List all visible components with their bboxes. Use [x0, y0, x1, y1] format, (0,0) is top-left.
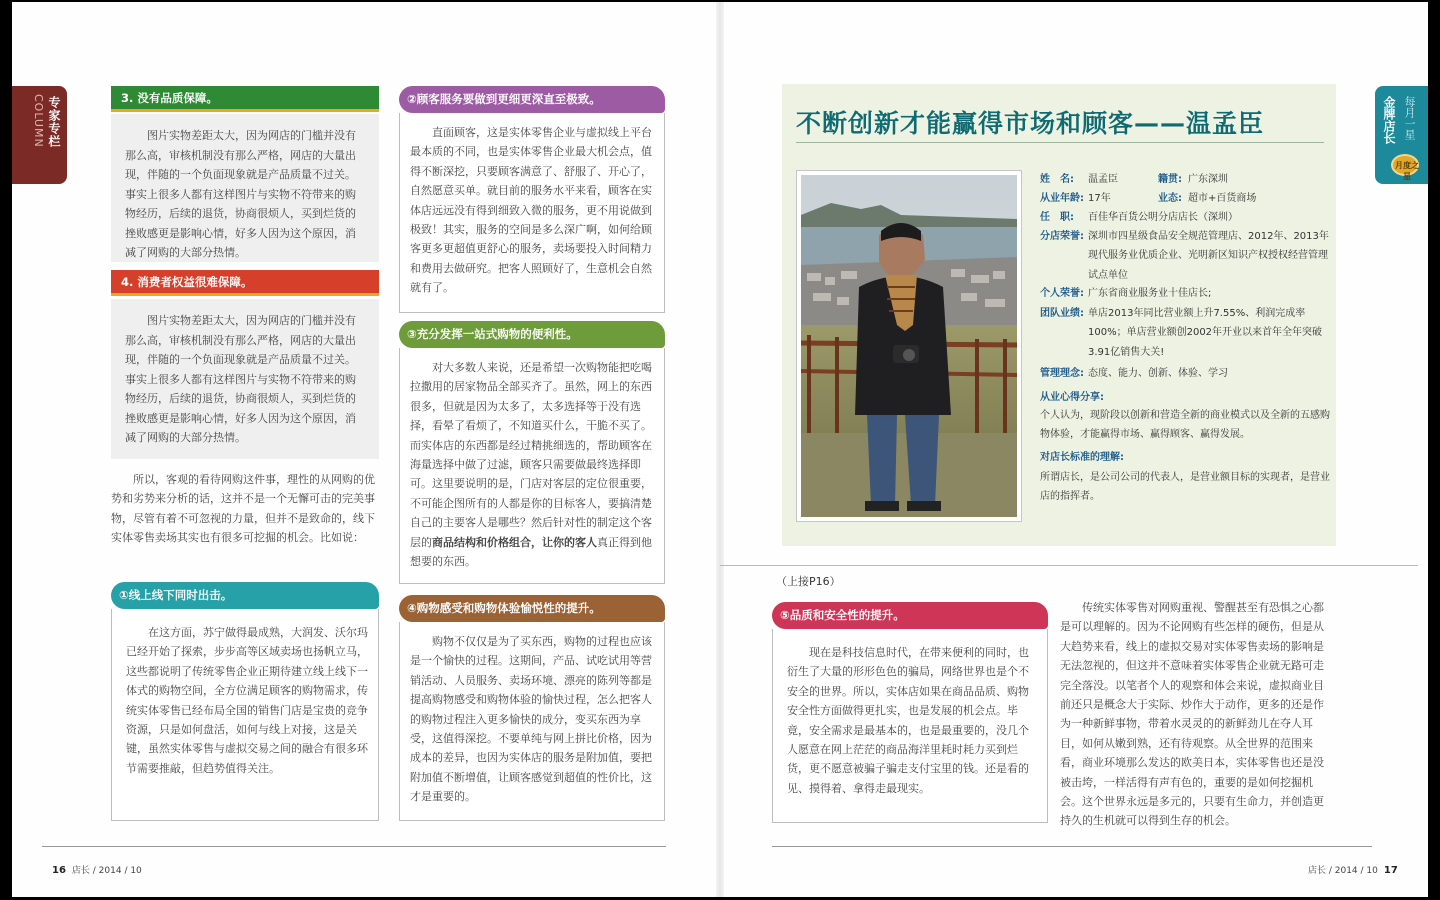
concept-label: 管理理念: — [1040, 368, 1084, 379]
profile-title: 不断创新才能赢得市场和顾客——温孟臣 — [796, 109, 1265, 138]
profile-panel — [782, 84, 1336, 546]
info-store-honors — [1040, 227, 1332, 287]
page-folio-16 — [52, 863, 142, 876]
point-5-heading: ⑤品质和安全性的提升。 — [772, 602, 1048, 629]
section-4-body: 图片实物差距太大，因为网店的门槛并没有那么高，审核机制没有那么严格，网店的大量出现，伴随的一个负面现象就是产品质量不过关。事实上很多人都有这样图片与实物不符带来的购物经历，后续的退货，协商很烦人，买到烂货的挫败感更是影响心情，好多人因为这个原因，消减了网购的大部分热情。 — [111, 299, 379, 459]
right-page — [720, 2, 1428, 897]
personal-honors-label: 个人荣誉: — [1040, 288, 1084, 299]
continued-note: （上接P16） — [776, 575, 841, 588]
info-share — [1040, 406, 1332, 446]
point-5-body: 现在是科技信息时代，在带来便利的同时，也衍生了大量的形形色色的骗局，网络世界也是个不安全的世界。所以，实体店如果在商品品质、购物安全性方面做得更扎实，也是发展的机会点。毕竟，安全需求是最基本的，也是最重要的，没几个人愿意在网上茫茫的商品海洋里耗时耗力买到烂货，更不愿意被骗子骗走支付宝里的钱。还是看的见、摸得着、拿得走最现实。 — [772, 629, 1048, 823]
page-number-right: 17 — [1383, 865, 1398, 876]
point-3-body-a: 对大多数人来说，还是希望一次购物能把吃喝拉撒用的居家物品全部买齐了。虽然，网上的东西很多，但就是因为太多了，太多选择等于没有选择，看晕了看烦了，不知道买什么，干脆不买了。而实体店的东西都是经过精挑细选的，帮助顾客在海量选择中做了过滤，顾客只需要做最终选择即可。这里要说明的是，门店对客层的定位很重要，不可能企图所有的人都是你的目标客人，要搞清楚自己的主要客人是哪些？然后针对性的制定这个客层的 — [410, 361, 652, 549]
section-3-heading: 3. 没有品质保障。 — [111, 86, 379, 112]
title-rule — [796, 142, 1324, 143]
mid-rule — [720, 565, 1418, 566]
profile-photo — [796, 170, 1022, 522]
folio-text: 店长 / 2014 / 10 — [71, 866, 142, 876]
point-1-body: 在这方面，苏宁做得最成熟，大润发、沃尔玛已经开始了探索，步步高等区域卖场也扬帆立马，这些都说明了传统零售企业正期待建立线上线下一体式的购物空间，全方位满足顾客的购物需求，传统实体零售已经布局全国的销售门店是宝贵的竞争资源，只是如何盘活，如何与线上对接，这是关键，虽然实体零售与虚拟交易之间的融合有很多环节需要推敲，但趋势值得关注。 — [111, 609, 379, 821]
point-4-heading: ④购物感受和购物体验愉悦性的提升。 — [399, 595, 665, 622]
name-value: 温孟臣 — [1088, 174, 1118, 185]
section-3-body: 图片实物差距太大，因为网店的门槛并没有那么高，审核机制没有那么严格，网店的大量出现，伴随的一个负面现象就是产品质量不过关。事实上很多人都有这样图片与实物不符带来的购物经历，后续的退货，协商很烦人，买到烂货的挫败感更是影响心情，好多人因为这个原因，消减了网购的大部分热情。 — [111, 114, 379, 262]
post-label: 任 职: — [1040, 212, 1074, 223]
closing-paragraph: 传统实体零售对网购重视、警醒甚至有恐惧之心都是可以理解的。因为不论网购有些怎样的硬伤，但是从大趋势来看，线上的虚拟交易对实体零售卖场的影响是无法忽视的，但这并不意味着实体零售企业就无路可走完全落没。以笔者个人的观察和体会来说，虚拟商业目前还只是概念大于实际、炒作大于动作，更多的还是作为一种新鲜事物，带着水灵灵的的新鲜劲儿在夺人耳目，如何从嫩到熟，还有待观察。从全世界的范围来看，商业环境那么发达的欧美日本，实体零售也还是没被击垮，一样活得有声有色的，重要的是如何挖掘机会。这个世界永远是多元的，只要有生命力，并创造更持久的生机就可以得到生存的机会。 — [1060, 601, 1324, 828]
footer-rule — [42, 846, 666, 847]
portrait-illustration — [801, 175, 1017, 517]
point-2-body: 直面顾客，这是实体零售企业与虚拟线上平台最本质的不同，也是实体零售企业最大机会点，值得不断深挖，只要顾客满意了、舒服了、开心了，自然愿意买单。就目前的服务水平来看，顾客在实体店远远没有得到细致入微的服务，更不用说做到极致！其实，服务的空间是多么深广啊，如何给顾客更多更超值更舒心的服务，卖场要投入时间精力和费用去做研究。把客人照顾好了，生意机会自然就有了。 — [399, 113, 665, 313]
understand-label: 对店长标准的理解: — [1040, 452, 1124, 463]
share-value: 个人认为，现阶段以创新和营造全新的商业模式以及全新的五感购物体验，才能赢得市场、赢得顾客、赢得发展。 — [1040, 410, 1330, 441]
hometown-label: 籍贯: — [1158, 174, 1182, 185]
share-label: 从业心得分享: — [1040, 392, 1104, 403]
gold-manager-tab — [1375, 86, 1428, 184]
point-4-body: 购物不仅仅是为了买东西，购物的过程也应该是一个愉快的过程。这期间，产品、试吃试用等营销活动、人员服务、卖场环境、漂亮的陈列等都是提高购物感受和购物体验的愉快过程，怎么把客人的购物过程注入更多愉快的成分，变买东西为享受，这值得深挖。不要单纯与网上拼比价格，因为成本的差异，也因为实体店的服务是附加值，要把附加值不断增值，让顾客感觉到超值的性价比，这才是重要的。 — [399, 622, 665, 821]
store-honors-label: 分店荣誉: — [1040, 231, 1084, 242]
info-understand-label-row — [1040, 448, 1124, 463]
star-badge-text: 月度之星 — [1395, 161, 1419, 181]
folio-text-right: 店长 / 2014 / 10 — [1308, 866, 1378, 876]
years-label: 从业年龄: — [1040, 193, 1084, 204]
column-tab — [12, 86, 67, 184]
info-share-label-row — [1040, 388, 1104, 403]
page-folio-17 — [1308, 863, 1398, 876]
hometown-value: 广东深圳 — [1188, 174, 1228, 185]
concept-value: 态度、能力、创新、体验、学习 — [1088, 368, 1228, 379]
point-3-body-c: 真正得到他想要的东西。 — [410, 535, 652, 569]
info-row-post — [1040, 208, 1238, 223]
understand-value: 所谓店长，是公司公司的代表人，是营业额目标的实现者，是营业店的指挥者。 — [1040, 472, 1330, 503]
years-value: 17年 — [1088, 193, 1111, 204]
footer-rule-right — [772, 846, 1372, 847]
point-1-heading: ①线上线下同时出击。 — [111, 582, 379, 609]
side-tab-line2: 每月一星 — [1403, 96, 1416, 140]
page-number: 16 — [52, 865, 66, 876]
name-label: 姓 名: — [1040, 174, 1074, 185]
business-label: 业态: — [1158, 193, 1182, 204]
point-3-heading: ③充分发挥一站式购物的便利性。 — [399, 321, 665, 348]
side-tab-line1: 金牌店长 — [1382, 96, 1396, 144]
point-3-body — [399, 348, 665, 584]
point-2-heading: ②顾客服务要做到更细更深直至极致。 — [399, 86, 665, 113]
star-badge — [1391, 154, 1419, 181]
business-value: 超市+百货商场 — [1188, 193, 1257, 204]
section-4-heading: 4. 消费者权益很难保障。 — [111, 270, 379, 296]
point-3-body-bold: 商品结构和价格组合，让你的客人 — [432, 535, 597, 549]
info-row-years — [1040, 189, 1256, 204]
post-value: 百佳华百货公明分店店长（深圳） — [1088, 212, 1238, 223]
personal-honors-value: 广东省商业服务业十佳店长; — [1088, 288, 1212, 299]
team-results-label: 团队业绩: — [1040, 308, 1084, 319]
magazine-spread — [12, 2, 1428, 897]
info-understand — [1040, 468, 1332, 508]
info-team-results — [1040, 304, 1332, 362]
team-results-value: 单店2013年同比营业额上升7.55%、利润完成率100%；单店营业额创2002年开业以来首年全年突破3.91亿销售大关! — [1088, 308, 1323, 358]
intro-paragraph: 所以，客观的看待网购这件事，理性的从网购的优势和劣势来分析的话，这并不是一个无懈可击的完美事物，尽管有着不可忽视的力量，但并不是致命的，线下实体零售卖场其实也有很多可挖掘的机会。比如说： — [111, 473, 375, 545]
info-row-name — [1040, 170, 1228, 185]
left-page — [12, 2, 720, 897]
column-tab-cn: 专家专栏 — [47, 96, 61, 148]
column-tab-en: COLUMN — [32, 94, 45, 148]
store-honors-value: 深圳市四星级食品安全规范管理店、2012年、2013年现代服务业优质企业、光明新区知识产权授权经营管理试点单位 — [1088, 231, 1329, 281]
